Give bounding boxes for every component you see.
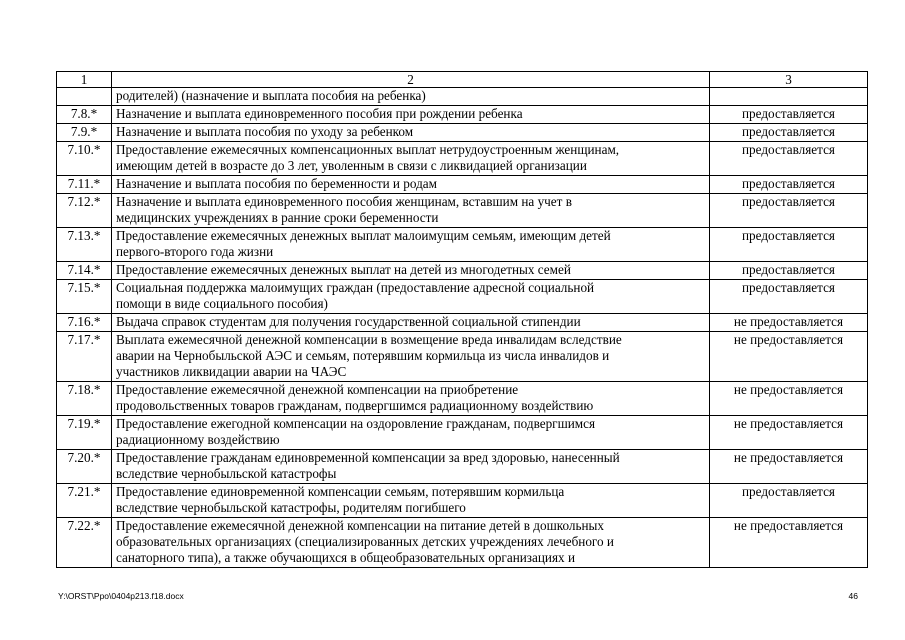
- description-line: Назначение и выплата пособия по уходу за ребенком: [116, 124, 414, 139]
- description-line: Предоставление ежемесячной денежной компенсации на питание детей в дошкольных: [116, 518, 605, 533]
- service-description: [112, 382, 710, 416]
- row-number: 7.18.*: [57, 382, 112, 416]
- table-row: [57, 194, 868, 228]
- status-cell: предоставляется: [710, 484, 868, 518]
- status-cell: предоставляется: [710, 228, 868, 262]
- service-description: [112, 88, 710, 106]
- description-line: радиационному воздействию: [116, 432, 280, 447]
- services-table-body: [57, 72, 868, 568]
- table-row: [57, 382, 868, 416]
- status-cell: предоставляется: [710, 262, 868, 280]
- row-number: 7.13.*: [57, 228, 112, 262]
- row-number: 7.8.*: [57, 106, 112, 124]
- table-row: [57, 176, 868, 194]
- table-row: [57, 88, 868, 106]
- row-number: 7.19.*: [57, 416, 112, 450]
- header-col-3: 3: [710, 72, 868, 88]
- status-cell: не предоставляется: [710, 450, 868, 484]
- description-line: вследствие чернобыльской катастрофы: [116, 466, 337, 481]
- status-cell: предоставляется: [710, 176, 868, 194]
- service-description: [112, 262, 710, 280]
- table-row: [57, 228, 868, 262]
- description-line: Предоставление ежегодной компенсации на оздоровление гражданам, подвергшимся: [116, 416, 596, 431]
- description-line: Выдача справок студентам для получения государственной социальной стипендии: [116, 314, 581, 329]
- table-row: [57, 450, 868, 484]
- table-row: [57, 142, 868, 176]
- status-cell: предоставляется: [710, 142, 868, 176]
- row-number: 7.15.*: [57, 280, 112, 314]
- description-line: Предоставление гражданам единовременной компенсации за вред здоровью, нанесенный: [116, 450, 620, 465]
- table-row: [57, 416, 868, 450]
- description-line: Выплата ежемесячной денежной компенсации в возмещение вреда инвалидам вследствие: [116, 332, 622, 347]
- description-line: образовательных организациях (специализированных детских учреждениях лечебного и: [116, 534, 614, 549]
- row-number: 7.17.*: [57, 332, 112, 382]
- description-line: имеющим детей в возрасте до 3 лет, уволенным в связи с ликвидацией организации: [116, 158, 587, 173]
- table-row: [57, 314, 868, 332]
- service-description: [112, 228, 710, 262]
- row-number: 7.22.*: [57, 518, 112, 568]
- header-col-1: 1: [57, 72, 112, 88]
- status-cell: не предоставляется: [710, 314, 868, 332]
- header-col-2: 2: [112, 72, 710, 88]
- service-description: [112, 194, 710, 228]
- description-line: Назначение и выплата единовременного пособия при рождении ребенка: [116, 106, 523, 121]
- status-cell: не предоставляется: [710, 382, 868, 416]
- description-line: первого-второго года жизни: [116, 244, 274, 259]
- status-cell: предоставляется: [710, 106, 868, 124]
- description-line: медицинских учреждениях в ранние сроки беременности: [116, 210, 439, 225]
- description-line: родителей) (назначение и выплата пособия на ребенка): [116, 88, 426, 103]
- status-cell: предоставляется: [710, 124, 868, 142]
- status-cell: не предоставляется: [710, 416, 868, 450]
- footer-file-path: Y:\ORST\Ppo\0404p213.f18.docx: [58, 591, 184, 601]
- description-line: вследствие чернобыльской катастрофы, родителям погибшего: [116, 500, 466, 515]
- row-number: 7.20.*: [57, 450, 112, 484]
- description-line: Предоставление ежемесячных денежных выплат малоимущим семьям, имеющим детей: [116, 228, 611, 243]
- service-description: [112, 450, 710, 484]
- description-line: помощи в виде социального пособия): [116, 296, 328, 311]
- row-number: 7.11.*: [57, 176, 112, 194]
- row-number: 7.12.*: [57, 194, 112, 228]
- description-line: Социальная поддержка малоимущих граждан (предоставление адресной социальной: [116, 280, 595, 295]
- description-line: Предоставление ежемесячных денежных выплат на детей из многодетных семей: [116, 262, 571, 277]
- description-line: Предоставление ежемесячной денежной компенсации на приобретение: [116, 382, 519, 397]
- status-cell: не предоставляется: [710, 332, 868, 382]
- status-cell: предоставляется: [710, 280, 868, 314]
- status-cell: не предоставляется: [710, 518, 868, 568]
- service-description: [112, 106, 710, 124]
- row-number: [57, 88, 112, 106]
- service-description: [112, 314, 710, 332]
- service-description: [112, 518, 710, 568]
- service-description: [112, 484, 710, 518]
- table-header-row: [57, 72, 868, 88]
- description-line: Назначение и выплата пособия по беременности и родам: [116, 176, 438, 191]
- row-number: 7.21.*: [57, 484, 112, 518]
- status-cell: [710, 88, 868, 106]
- row-number: 7.14.*: [57, 262, 112, 280]
- service-description: [112, 332, 710, 382]
- table-row: [57, 262, 868, 280]
- row-number: 7.16.*: [57, 314, 112, 332]
- page-number: 46: [848, 591, 858, 601]
- table-row: [57, 106, 868, 124]
- description-line: продовольственных товаров гражданам, подвергшимся радиационному воздействию: [116, 398, 594, 413]
- description-line: Предоставление ежемесячных компенсационных выплат нетрудоустроенным женщинам,: [116, 142, 620, 157]
- row-number: 7.10.*: [57, 142, 112, 176]
- description-line: Назначение и выплата единовременного пособия женщинам, вставшим на учет в: [116, 194, 572, 209]
- row-number: 7.9.*: [57, 124, 112, 142]
- service-description: [112, 142, 710, 176]
- table-row: [57, 518, 868, 568]
- description-line: аварии на Чернобыльской АЭС и семьям, потерявшим кормильца из числа инвалидов и: [116, 348, 610, 363]
- description-line: Предоставление единовременной компенсации семьям, потерявшим кормильца: [116, 484, 565, 499]
- table-row: [57, 484, 868, 518]
- table-row: [57, 280, 868, 314]
- service-description: [112, 124, 710, 142]
- status-cell: предоставляется: [710, 194, 868, 228]
- services-table: [56, 71, 868, 568]
- description-line: санаторного типа), а также обучающихся в общеобразовательных организациях и: [116, 550, 575, 565]
- description-line: участников ликвидации аварии на ЧАЭС: [116, 364, 347, 379]
- table-row: [57, 124, 868, 142]
- table-row: [57, 332, 868, 382]
- service-description: [112, 416, 710, 450]
- service-description: [112, 280, 710, 314]
- service-description: [112, 176, 710, 194]
